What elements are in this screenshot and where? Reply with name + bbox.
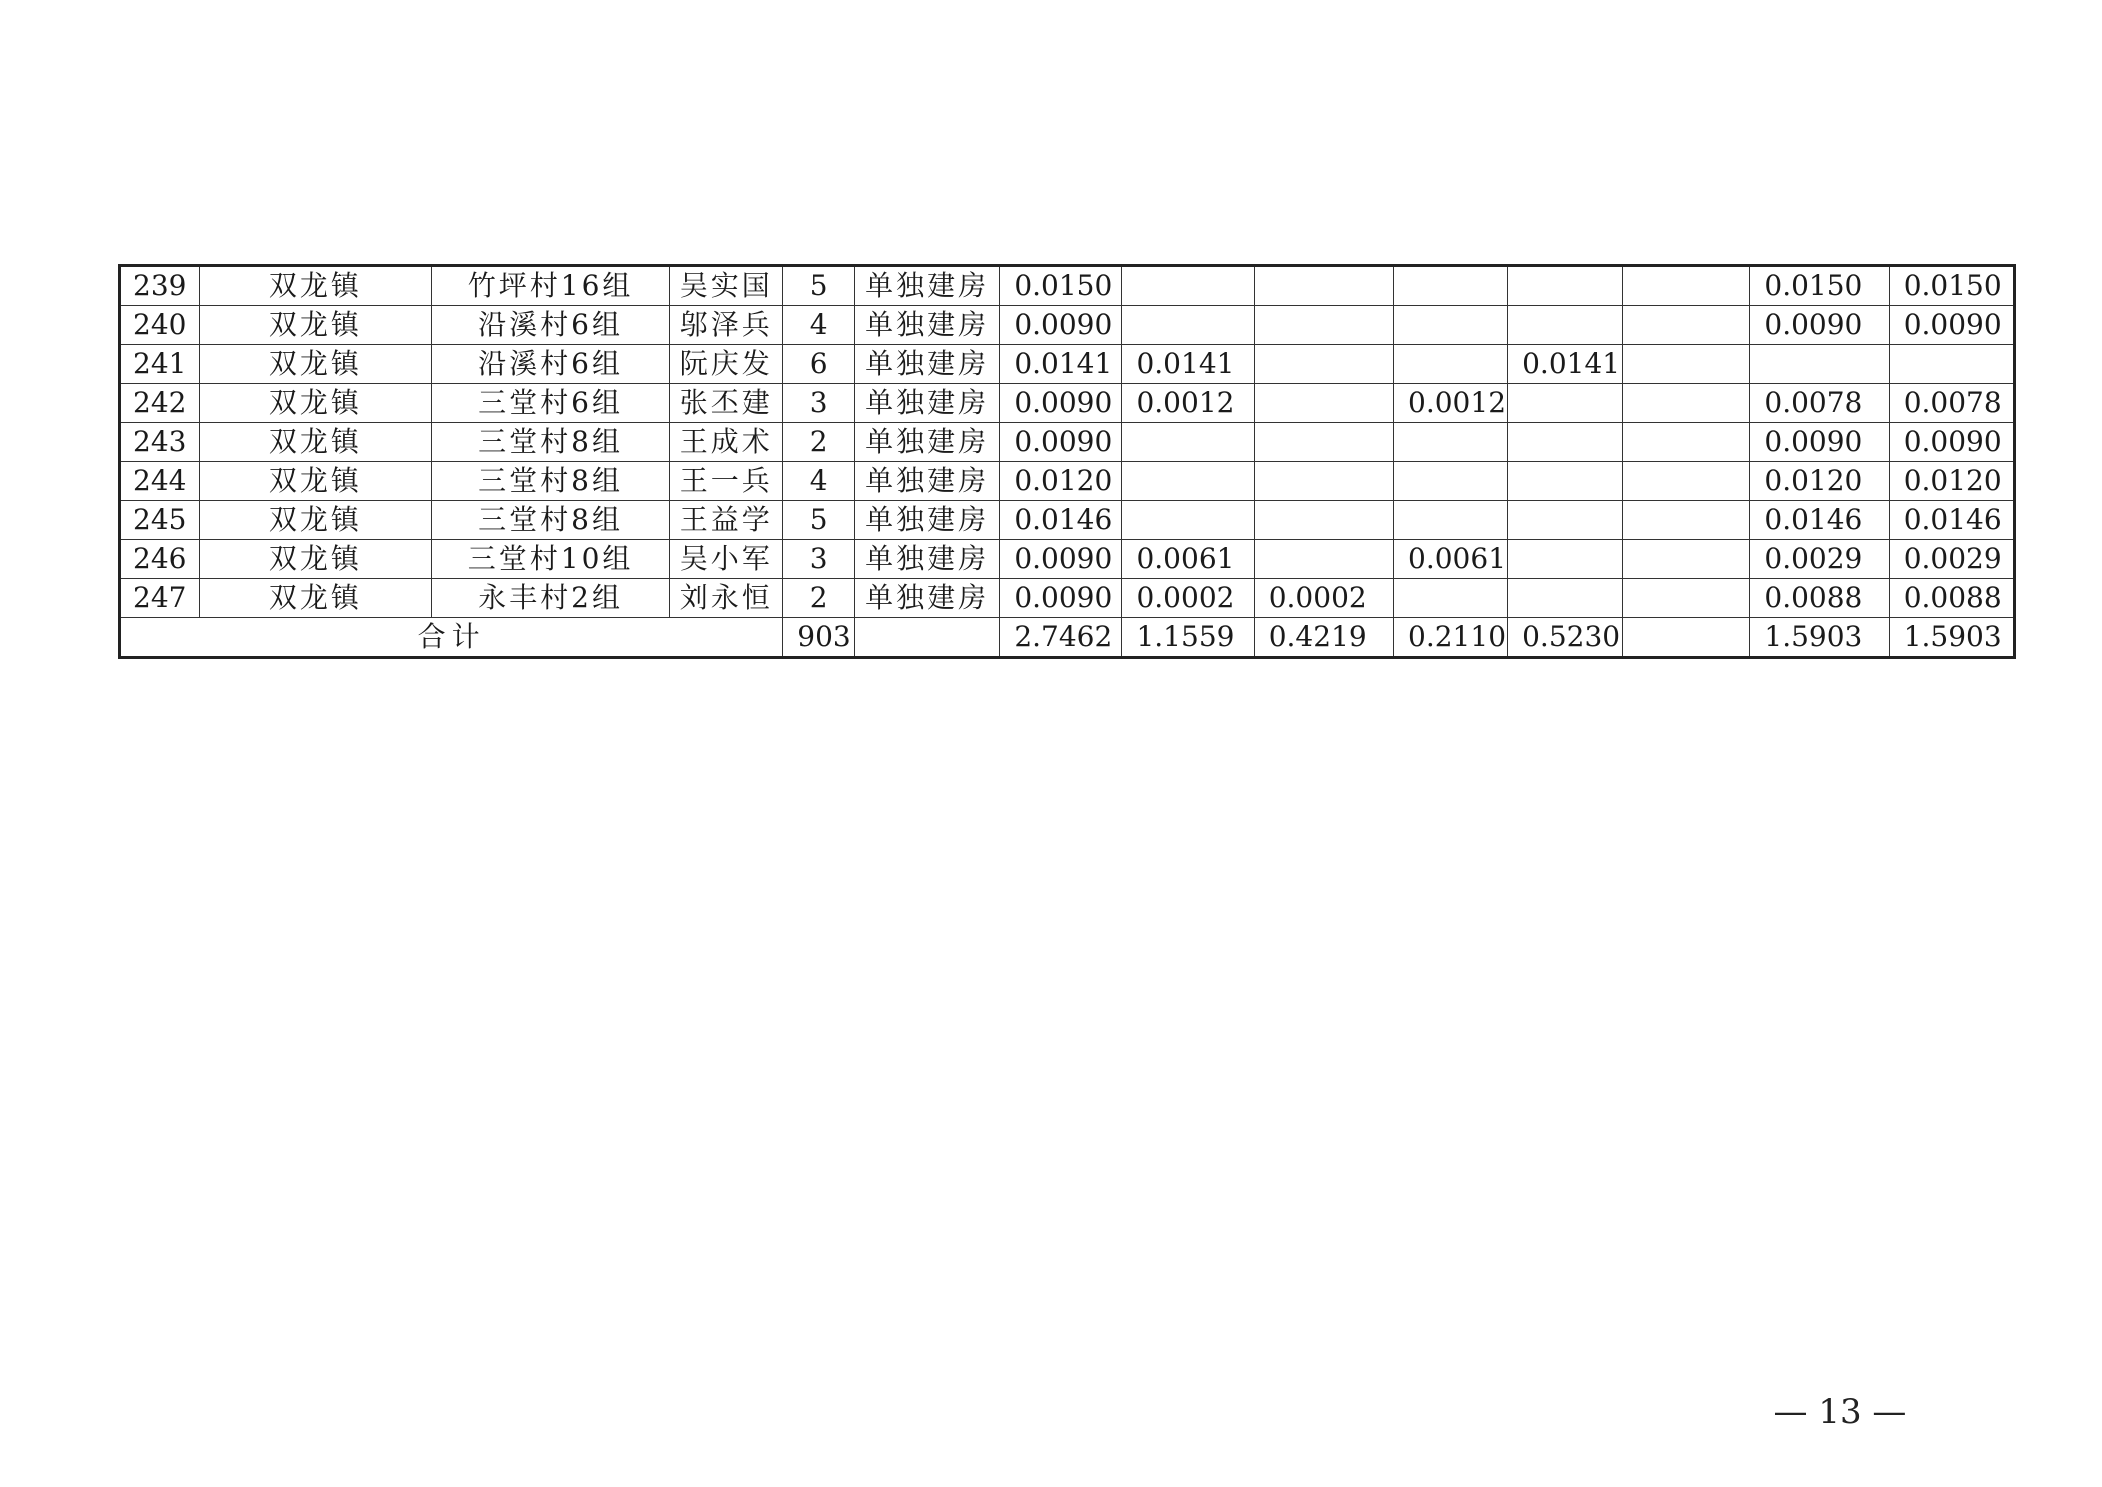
cell-serial-number: 246 — [120, 540, 200, 579]
total-area-col6 — [1623, 618, 1750, 658]
cell-area-col7 — [1750, 345, 1889, 384]
cell-area-col7: 0.0078 — [1750, 384, 1889, 423]
cell-household-size: 3 — [783, 384, 855, 423]
cell-village-group: 竹坪村16组 — [431, 266, 669, 306]
cell-area-col4: 0.0061 — [1394, 540, 1508, 579]
cell-area-col5 — [1508, 384, 1623, 423]
cell-construction-type: 单独建房 — [854, 462, 999, 501]
cell-village-group: 三堂村8组 — [431, 423, 669, 462]
cell-town: 双龙镇 — [199, 462, 431, 501]
page-number: — 13 — — [1773, 1392, 1907, 1432]
cell-area-col3 — [1254, 306, 1393, 345]
cell-area-col3 — [1254, 462, 1393, 501]
cell-area-col8: 0.0078 — [1889, 384, 2014, 423]
cell-area-total: 0.0090 — [1000, 384, 1122, 423]
cell-town: 双龙镇 — [199, 306, 431, 345]
total-area-col5: 0.5230 — [1508, 618, 1623, 658]
total-area-col4: 0.2110 — [1394, 618, 1508, 658]
cell-area-total: 0.0150 — [1000, 266, 1122, 306]
cell-area-col4 — [1394, 266, 1508, 306]
cell-area-col4 — [1394, 501, 1508, 540]
cell-area-col2 — [1122, 423, 1254, 462]
cell-area-total: 0.0146 — [1000, 501, 1122, 540]
cell-area-col2: 0.0012 — [1122, 384, 1254, 423]
cell-area-col5 — [1508, 266, 1623, 306]
cell-serial-number: 240 — [120, 306, 200, 345]
total-area-col3: 0.4219 — [1254, 618, 1393, 658]
cell-area-col2: 0.0141 — [1122, 345, 1254, 384]
table-row — [120, 345, 2015, 384]
cell-construction-type: 单独建房 — [854, 306, 999, 345]
cell-area-col7: 0.0120 — [1750, 462, 1889, 501]
cell-area-col7: 0.0090 — [1750, 423, 1889, 462]
cell-area-col6 — [1623, 306, 1750, 345]
cell-area-col2 — [1122, 462, 1254, 501]
cell-area-col3 — [1254, 266, 1393, 306]
cell-town: 双龙镇 — [199, 579, 431, 618]
total-construction-type — [854, 618, 999, 658]
cell-construction-type: 单独建房 — [854, 501, 999, 540]
cell-area-col4 — [1394, 579, 1508, 618]
cell-area-col2 — [1122, 306, 1254, 345]
cell-area-total: 0.0141 — [1000, 345, 1122, 384]
cell-area-col3 — [1254, 540, 1393, 579]
cell-household-size: 5 — [783, 501, 855, 540]
cell-construction-type: 单独建房 — [854, 579, 999, 618]
cell-area-col5 — [1508, 423, 1623, 462]
cell-construction-type: 单独建房 — [854, 423, 999, 462]
cell-construction-type: 单独建房 — [854, 266, 999, 306]
cell-area-col6 — [1623, 423, 1750, 462]
cell-area-col3 — [1254, 384, 1393, 423]
cell-area-col3: 0.0002 — [1254, 579, 1393, 618]
cell-area-col4 — [1394, 306, 1508, 345]
total-label: 合计 — [120, 618, 783, 658]
cell-area-total: 0.0090 — [1000, 540, 1122, 579]
cell-area-col4 — [1394, 345, 1508, 384]
cell-area-col7: 0.0088 — [1750, 579, 1889, 618]
total-area-col7: 1.5903 — [1750, 618, 1889, 658]
cell-construction-type: 单独建房 — [854, 540, 999, 579]
cell-serial-number: 244 — [120, 462, 200, 501]
cell-area-col5 — [1508, 579, 1623, 618]
cell-village-group: 沿溪村6组 — [431, 306, 669, 345]
cell-serial-number: 241 — [120, 345, 200, 384]
cell-area-col2: 0.0002 — [1122, 579, 1254, 618]
cell-household-size: 2 — [783, 423, 855, 462]
cell-construction-type: 单独建房 — [854, 384, 999, 423]
cell-area-col3 — [1254, 423, 1393, 462]
table-row — [120, 501, 2015, 540]
cell-village-group: 三堂村8组 — [431, 501, 669, 540]
cell-area-col6 — [1623, 345, 1750, 384]
cell-area-col6 — [1623, 266, 1750, 306]
cell-applicant-name: 吴实国 — [670, 266, 783, 306]
cell-area-col6 — [1623, 579, 1750, 618]
total-area-total: 2.7462 — [1000, 618, 1122, 658]
cell-town: 双龙镇 — [199, 540, 431, 579]
cell-area-col8: 0.0150 — [1889, 266, 2014, 306]
cell-town: 双龙镇 — [199, 345, 431, 384]
cell-household-size: 4 — [783, 462, 855, 501]
cell-area-col5 — [1508, 306, 1623, 345]
cell-area-col8: 0.0029 — [1889, 540, 2014, 579]
cell-area-col8: 0.0088 — [1889, 579, 2014, 618]
cell-area-col4 — [1394, 423, 1508, 462]
cell-area-col7: 0.0029 — [1750, 540, 1889, 579]
cell-area-col5 — [1508, 540, 1623, 579]
cell-household-size: 2 — [783, 579, 855, 618]
cell-area-col8: 0.0090 — [1889, 306, 2014, 345]
table-row — [120, 266, 2015, 306]
cell-area-col5 — [1508, 462, 1623, 501]
cell-area-col7: 0.0146 — [1750, 501, 1889, 540]
table-body — [120, 266, 2015, 658]
cell-applicant-name: 王一兵 — [670, 462, 783, 501]
cell-applicant-name: 吴小军 — [670, 540, 783, 579]
cell-serial-number: 243 — [120, 423, 200, 462]
cell-area-col8 — [1889, 345, 2014, 384]
cell-area-total: 0.0090 — [1000, 579, 1122, 618]
cell-village-group: 沿溪村6组 — [431, 345, 669, 384]
table-row — [120, 579, 2015, 618]
cell-applicant-name: 王成术 — [670, 423, 783, 462]
table-row — [120, 423, 2015, 462]
cell-area-col6 — [1623, 501, 1750, 540]
cell-applicant-name: 王益学 — [670, 501, 783, 540]
cell-town: 双龙镇 — [199, 384, 431, 423]
cell-area-total: 0.0120 — [1000, 462, 1122, 501]
cell-applicant-name: 邬泽兵 — [670, 306, 783, 345]
cell-serial-number: 242 — [120, 384, 200, 423]
cell-area-col5 — [1508, 501, 1623, 540]
cell-area-col2 — [1122, 501, 1254, 540]
cell-village-group: 永丰村2组 — [431, 579, 669, 618]
table-row — [120, 306, 2015, 345]
table-total-row — [120, 618, 2015, 658]
cell-area-col8: 0.0120 — [1889, 462, 2014, 501]
cell-serial-number: 247 — [120, 579, 200, 618]
total-area-col8: 1.5903 — [1889, 618, 2014, 658]
table-row — [120, 462, 2015, 501]
cell-household-size: 6 — [783, 345, 855, 384]
cell-area-col3 — [1254, 501, 1393, 540]
table-row — [120, 540, 2015, 579]
table-row — [120, 384, 2015, 423]
total-household-size: 903 — [783, 618, 855, 658]
cell-construction-type: 单独建房 — [854, 345, 999, 384]
land-use-table — [118, 264, 2016, 659]
cell-village-group: 三堂村10组 — [431, 540, 669, 579]
cell-serial-number: 239 — [120, 266, 200, 306]
cell-serial-number: 245 — [120, 501, 200, 540]
total-area-col2: 1.1559 — [1122, 618, 1254, 658]
cell-area-col2 — [1122, 266, 1254, 306]
cell-area-col8: 0.0146 — [1889, 501, 2014, 540]
cell-household-size: 3 — [783, 540, 855, 579]
cell-applicant-name: 刘永恒 — [670, 579, 783, 618]
cell-area-col5: 0.0141 — [1508, 345, 1623, 384]
cell-area-total: 0.0090 — [1000, 423, 1122, 462]
cell-town: 双龙镇 — [199, 423, 431, 462]
cell-town: 双龙镇 — [199, 266, 431, 306]
cell-area-col3 — [1254, 345, 1393, 384]
cell-applicant-name: 阮庆发 — [670, 345, 783, 384]
cell-area-col7: 0.0150 — [1750, 266, 1889, 306]
cell-applicant-name: 张丕建 — [670, 384, 783, 423]
cell-town: 双龙镇 — [199, 501, 431, 540]
cell-area-total: 0.0090 — [1000, 306, 1122, 345]
cell-area-col8: 0.0090 — [1889, 423, 2014, 462]
cell-household-size: 5 — [783, 266, 855, 306]
cell-area-col6 — [1623, 384, 1750, 423]
cell-village-group: 三堂村8组 — [431, 462, 669, 501]
cell-area-col2: 0.0061 — [1122, 540, 1254, 579]
cell-area-col7: 0.0090 — [1750, 306, 1889, 345]
cell-village-group: 三堂村6组 — [431, 384, 669, 423]
cell-area-col4: 0.0012 — [1394, 384, 1508, 423]
cell-area-col6 — [1623, 540, 1750, 579]
cell-area-col4 — [1394, 462, 1508, 501]
cell-area-col6 — [1623, 462, 1750, 501]
cell-household-size: 4 — [783, 306, 855, 345]
